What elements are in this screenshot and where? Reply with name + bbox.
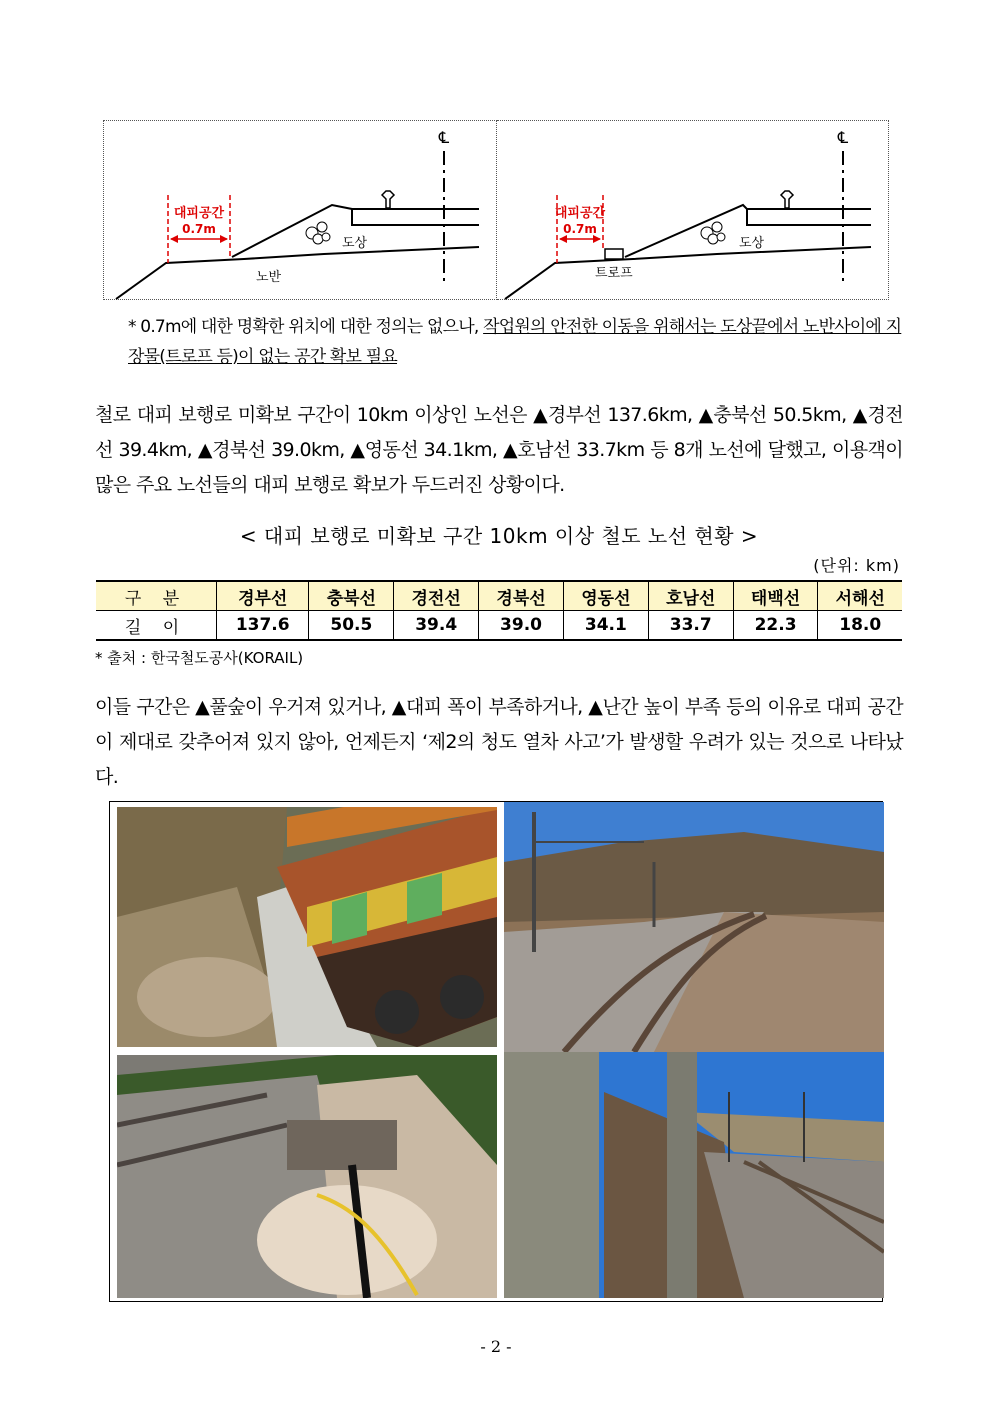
header-cell: 경전선 [394, 581, 479, 611]
photo-poles-fence-track [504, 1052, 884, 1298]
paragraph-routes: 철로 대피 보행로 미확보 구간이 10km 이상인 노선은 ▲경부선 137.6km, ▲충북선 50.5km, ▲경전선 39.4km, ▲경북선 39.0km, ▲영동선 34.1km, ▲호남선 33.7km 등 8개 노선에 달했고, 이용객이 많은 주요 노선들의 대피 보행로 확보가 두드러진 상황이다. [95, 404, 903, 496]
note-underlined: 작업원의 안전한 이동을 위해서는 도상끝에서 노반사이에 지장물(트로프 등)이 없는 공간 확보 필요 [128, 317, 902, 367]
table-unit: (단위: km) [813, 556, 900, 575]
space-width: 0.7m [562, 222, 597, 236]
space-label: 대피공간 [554, 206, 605, 221]
space-label: 대피공간 [173, 206, 225, 221]
centerline-symbol: ℄ [837, 128, 848, 147]
ballast-label: 도상 [738, 236, 764, 251]
photo-curved-track [504, 802, 884, 1052]
value-cell: 50.5 [309, 611, 394, 641]
ballast-label: 도상 [342, 236, 368, 251]
diagram-right [497, 120, 890, 300]
header-cell: 호남선 [648, 581, 733, 611]
header-cell: 경부선 [217, 581, 309, 611]
photo-overgrown-trackside [117, 807, 497, 1047]
table-row [96, 611, 902, 641]
table-title: < 대피 보행로 미확보 구간 10km 이상 철도 노선 현황 > [239, 524, 759, 548]
note-prefix: * 0.7m에 대한 명확한 위치에 대한 정의는 없으나, [128, 317, 484, 337]
header-cell: 영동선 [563, 581, 648, 611]
header-label: 구 분 [96, 581, 217, 611]
value-cell: 22.3 [733, 611, 818, 641]
value-cell: 33.7 [648, 611, 733, 641]
value-cell: 137.6 [217, 611, 309, 641]
diagram-right-drawing [497, 121, 890, 301]
value-cell: 39.0 [479, 611, 564, 641]
value-cell: 18.0 [818, 611, 902, 641]
header-cell: 태백선 [733, 581, 818, 611]
photo-sandbags-trackside [117, 1055, 497, 1298]
page-number: - 2 - [480, 1337, 512, 1356]
roadbed-label: 노반 [256, 270, 282, 285]
cross-section-diagrams [103, 120, 889, 300]
table-header-row [96, 581, 902, 611]
header-cell: 서해선 [818, 581, 902, 611]
value-cell: 34.1 [563, 611, 648, 641]
centerline-symbol: ℄ [438, 128, 450, 147]
space-width: 0.7m [182, 222, 216, 236]
route-length-table [96, 580, 902, 641]
trough-label: 트로프 [594, 266, 633, 281]
header-cell: 충북선 [309, 581, 394, 611]
diagram-left [103, 120, 497, 300]
diagram-left-drawing [104, 121, 497, 301]
header-cell: 경북선 [479, 581, 564, 611]
source-note: * 출처 : 한국철도공사(KORAIL) [95, 649, 304, 667]
row-label: 길 이 [96, 611, 217, 641]
diagram-note [128, 312, 903, 372]
photo-grid [109, 801, 883, 1302]
paragraph-causes: 이들 구간은 ▲풀숲이 우거져 있거나, ▲대피 폭이 부족하거나, ▲난간 높이 부족 등의 이유로 대피 공간이 제대로 갖추어져 있지 않아, 언제든지 ‘제2의 청도 열차 사고’가 발생할 우려가 있는 것으로 나타났다. [95, 696, 903, 788]
value-cell: 39.4 [394, 611, 479, 641]
